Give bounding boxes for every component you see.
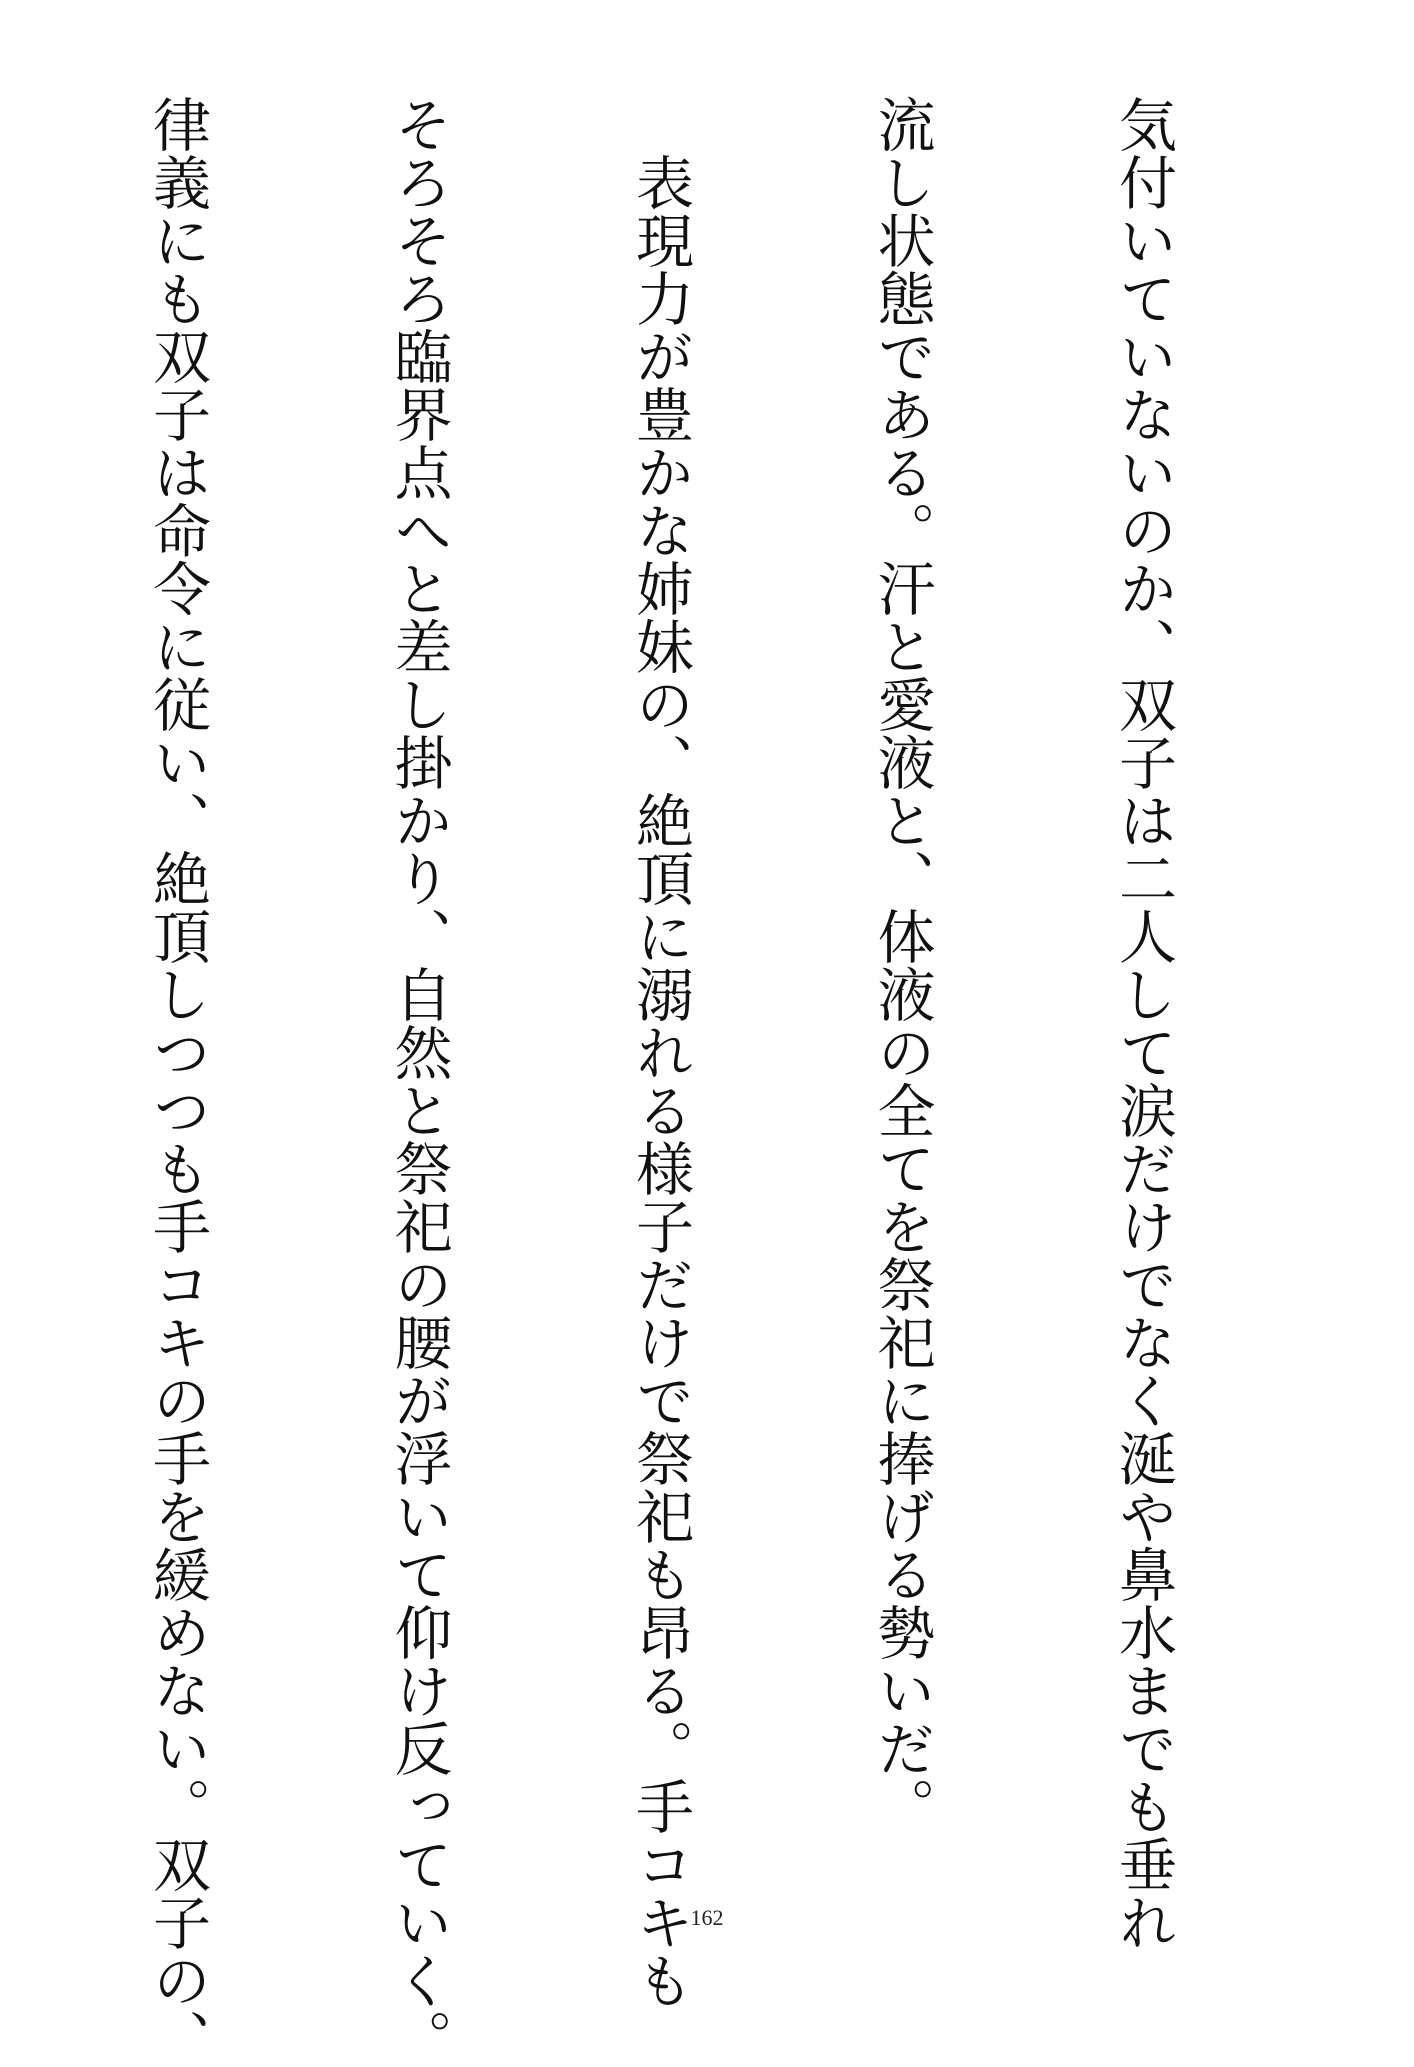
text-line: そろそろ臨界点へと差し掛かり、自然と祭祀の腰が浮いて仰け反っていく。 <box>384 95 453 2067</box>
text-line: 表現力が豊かな姉妹の、絶頂に溺れる様子だけで祭祀も昂る。手コキも <box>626 95 694 2009</box>
text-line: 気付いていないのか、双子は二人して涙だけでなく涎や鼻水までも垂れ <box>1109 95 1177 1951</box>
page-number: 162 <box>690 1905 724 1930</box>
text-line: 流し状態である。汗と愛液と、体液の全てを祭祀に捧げる勢いだ。 <box>867 95 936 1835</box>
text-line: 律義にも双子は命令に従い、絶頂しつつも手コキの手を緩めない。双子の、 <box>143 95 211 2067</box>
